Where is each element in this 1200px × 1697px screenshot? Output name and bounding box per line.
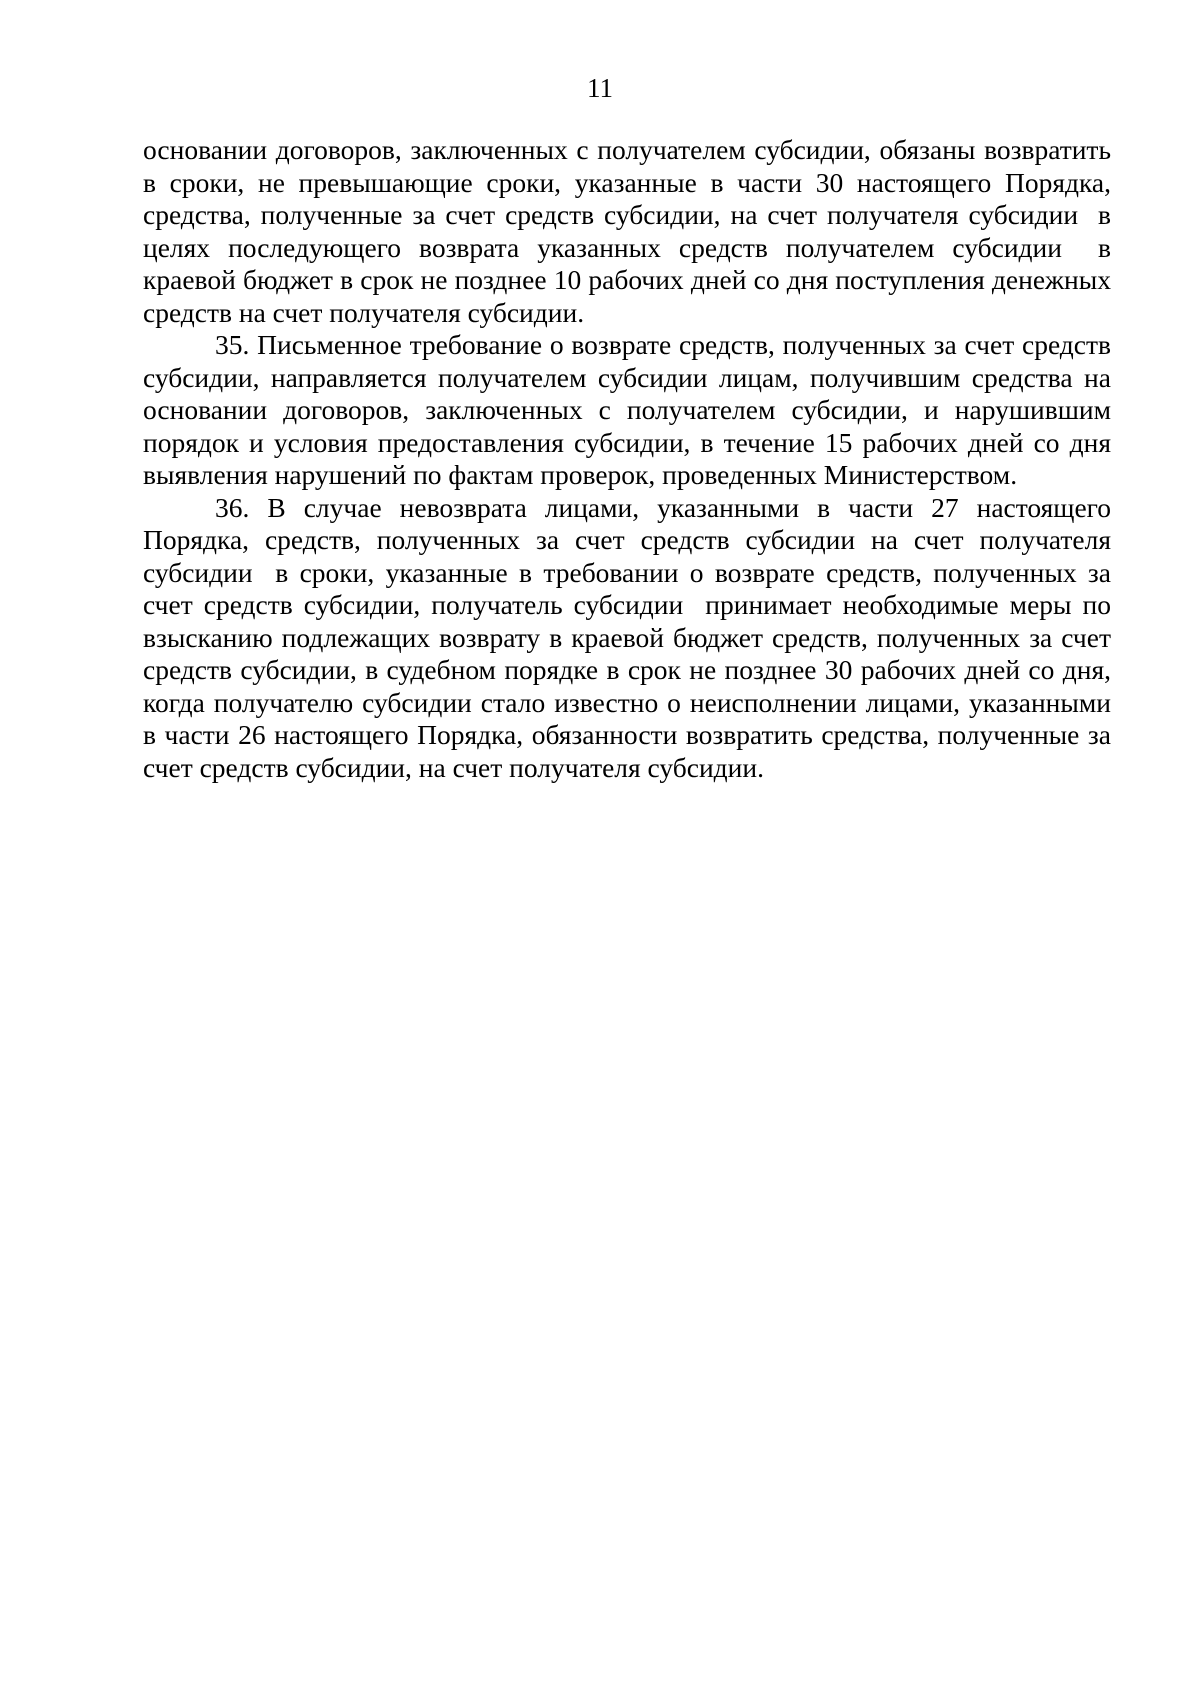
document-body: [143, 134, 1118, 784]
paragraph-continuation: основании договоров, заключенных с получателем субсидии, обязаны возвратить в сроки, не превышающие сроки, указанные в части 30 настоящего Порядка, средства, полученные за счет средств субсидии, на счет получателя субсидии в целях последующего возврата указанных средств получателем субсидии в краевой бюджет в срок не позднее 10 рабочих дней со дня поступления денежных средств на счет получателя субсидии.: [143, 134, 1118, 328]
paragraph-36: 36. В случае невозврата лицами, указанными в части 27 настоящего Порядка, средств, полученных за счет средств субсидии на счет получателя субсидии в сроки, указанные в требовании о возврате средств, полученных за счет средств субсидии, получатель субсидии принимает необходимые меры по взысканию подлежащих возврату в краевой бюджет средств, полученных за счет средств субсидии, в судебном порядке в срок не позднее 30 рабочих дней со дня, когда получателю субсидии стало известно о неисполнении лицами, указанными в части 26 настоящего Порядка, обязанности возвратить средства, полученные за счет средств субсидии, на счет получателя субсидии.: [143, 491, 1118, 783]
paragraph-35: 35. Письменное требование о возврате средств, полученных за счет средств субсидии, направляется получателем субсидии лицам, получившим средства на основании договоров, заключенных с получателем субсидии, и нарушившим порядок и условия предоставления субсидии, в течение 15 рабочих дней со дня выявления нарушений по фактам проверок, проведенных Министерством.: [143, 329, 1118, 490]
page-number: 11: [587, 73, 613, 103]
